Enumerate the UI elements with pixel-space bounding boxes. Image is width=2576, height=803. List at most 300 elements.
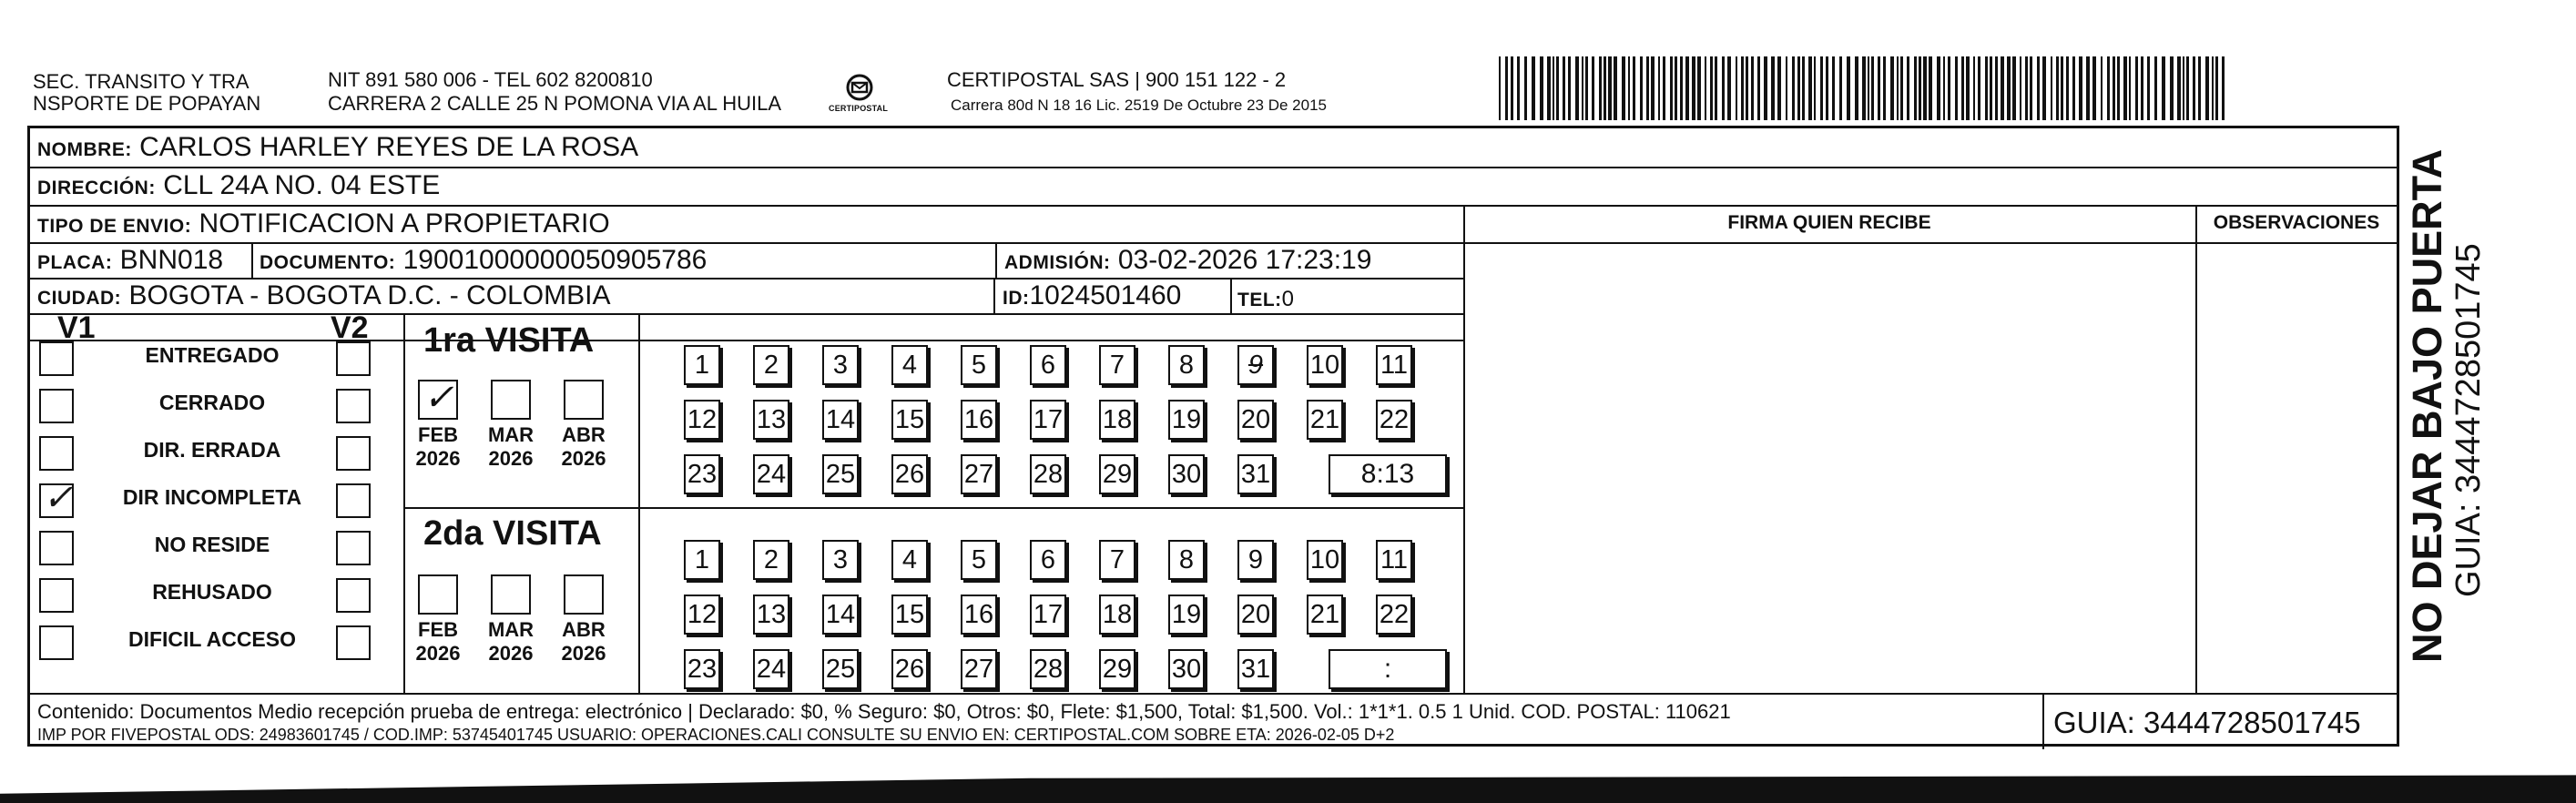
day-number: 5 [971,545,987,574]
city-label: CIUDAD: [37,288,122,309]
barcode-bar [2193,56,2195,120]
v1-checkbox[interactable] [39,478,74,518]
day-number: 6 [1040,351,1056,380]
day-number: 17 [1033,600,1064,629]
status-option-label: DIFICIL ACCESO [127,627,296,651]
day-box[interactable] [753,400,789,440]
barcode-bar [1808,56,1812,120]
day-box[interactable] [891,400,928,440]
day-number: 8 [1178,545,1195,574]
day-number: 9 [1247,545,1264,574]
month-check-mark-icon: ✓ [423,378,454,418]
day-number: 18 [1102,405,1133,434]
barcode-bar [1771,56,1775,120]
day-box[interactable] [1237,400,1274,440]
day-number: 30 [1171,655,1202,684]
barcode-bar [1929,56,1932,120]
v2-checkbox[interactable] [336,578,371,613]
v2-checkbox[interactable] [336,341,371,376]
barcode-bar [2177,56,2181,120]
barcode-bar [2186,56,2189,120]
barcode-bar [1524,56,1527,120]
day-number: 23 [687,460,718,489]
barcode-bar [1556,56,1559,120]
day-number: 25 [825,460,856,489]
barcode-bar [1663,56,1665,120]
observations-column-divider [2195,205,2197,693]
day-box[interactable] [822,400,859,440]
day-box[interactable] [1307,540,1343,580]
day-number: 16 [963,405,994,434]
barcode-bar [1715,56,1717,120]
no-under-door-warning: NO DEJAR BAJO PUERTA [2404,148,2450,663]
certipostal-logo [829,67,889,122]
barcode-bar [1814,56,1816,120]
day-number: 19 [1171,405,1202,434]
day-number: 10 [1309,545,1340,574]
visit-divider [403,507,1463,509]
day-number: 31 [1240,655,1271,684]
day-number: 9 [1247,351,1264,380]
month-checkbox[interactable] [418,574,458,615]
day-box[interactable] [753,540,789,580]
barcode-bar [2030,56,2032,120]
day-box[interactable] [1307,595,1343,635]
day-box[interactable] [1237,345,1274,385]
status-option-label: DIR. ERRADA [143,438,281,462]
status-option-label: ENTREGADO [145,343,280,367]
day-box[interactable] [1168,649,1205,689]
barcode-bar [1890,56,1894,120]
month-year-label: 2026 [488,642,534,665]
day-box[interactable] [1307,400,1343,440]
day-box[interactable] [961,540,997,580]
barcode-bar [1802,56,1805,120]
barcode-bar [2222,56,2225,120]
day-box[interactable] [891,345,928,385]
month-label: MAR [487,423,535,446]
barcode-bar [1680,56,1683,120]
day-box[interactable] [1030,649,1066,689]
day-number: 13 [756,405,787,434]
day-box[interactable] [684,649,720,689]
day-box[interactable] [891,595,928,635]
day-box[interactable] [684,595,720,635]
day-number: 16 [963,600,994,629]
barcode-bar [1955,56,1958,120]
barcode-bar [2079,56,2082,120]
visit-time-field[interactable]: 8:13 [1329,454,1447,494]
barcode-bar [1966,56,1970,120]
day-number: 4 [901,351,918,380]
day-box[interactable] [961,454,997,494]
day-box[interactable] [1237,540,1274,580]
status-option-label: CERRADO [158,391,266,414]
nit-line: NIT 891 580 006 - TEL 602 8200810 [328,68,653,91]
barcode [1499,56,2227,120]
day-number: 12 [687,600,718,629]
day-box[interactable] [822,454,859,494]
footer-tracking-line: IMP POR FIVEPOSTAL ODS: 24983601745 / COD.IMP: 53745401745 USUARIO: OPERACIONES.CALI CONSULTE SU ENVIO EN: CERTIPOSTAL.COM SOBRE ETA: 2026-02-05 D+2 [37,726,1395,744]
v2-checkbox[interactable] [336,625,371,660]
day-box[interactable] [1099,595,1135,635]
barcode-bar [1705,56,1706,120]
company-line: CERTIPOSTAL SAS | 900 151 122 - 2 [947,68,1287,91]
v1-checkbox[interactable] [39,578,74,613]
barcode-bar [2117,56,2120,120]
name-label: NOMBRE: [37,139,132,160]
day-number: 15 [894,600,925,629]
day-box[interactable] [1237,649,1274,689]
day-box[interactable] [753,649,789,689]
barcode-bar [1722,56,1725,120]
day-box[interactable] [1099,345,1135,385]
barcode-bar [2042,56,2046,120]
day-number: 28 [1033,655,1064,684]
day-number: 7 [1109,545,1125,574]
barcode-bar [1990,56,1992,120]
v1-checkbox[interactable] [39,341,74,376]
day-box[interactable] [1030,454,1066,494]
day-box[interactable] [1376,540,1412,580]
barcode-bar [2101,56,2103,120]
day-number: 1 [694,351,710,380]
barcode-bar [2086,56,2090,120]
day-box[interactable] [753,595,789,635]
month-label: ABR [562,618,606,641]
barcode-bar [1553,56,1554,120]
day-box[interactable] [1099,400,1135,440]
day-box[interactable] [891,649,928,689]
day-box[interactable] [961,400,997,440]
day-number: 17 [1033,405,1064,434]
barcode-bar [2056,56,2059,120]
barcode-bar [1973,56,1975,120]
plate-label: PLACA: [37,252,113,273]
day-box[interactable] [1168,595,1205,635]
barcode-bar [1948,56,1950,120]
admission-value: 03-02-2026 17:23:19 [1117,245,1372,275]
v1-checkbox[interactable] [39,436,74,471]
day-box[interactable] [1376,345,1412,385]
address-label: DIRECCIÓN: [37,178,156,198]
barcode-bar [1563,56,1565,120]
barcode-bar [1961,56,1964,120]
side-guide-number: GUIA: 3444728501745 [2449,243,2488,597]
day-number: 22 [1379,600,1410,629]
day-number: 20 [1240,600,1271,629]
day-number: 25 [825,655,856,684]
barcode-bar [2107,56,2110,120]
barcode-bar [1640,56,1643,120]
barcode-bar [1871,56,1874,120]
day-box[interactable] [1168,540,1205,580]
barcode-bar [2212,56,2214,120]
day-box[interactable] [684,345,720,385]
recipient-name-row [37,132,638,166]
day-box[interactable] [684,454,720,494]
visit-1-title: 1ra VISITA [423,321,595,360]
barcode-bar [2066,56,2069,120]
month-year-label: 2026 [415,642,461,665]
month-checkbox[interactable] [564,574,604,615]
day-box[interactable] [1376,595,1412,635]
barcode-bar [2037,56,2040,120]
tel-label: TEL: [1237,290,1282,310]
day-number: 19 [1171,600,1202,629]
day-box[interactable] [961,649,997,689]
document-value: 19001000000050905786 [402,245,708,275]
barcode-bar [1868,56,1869,120]
recipient-name: CARLOS HARLEY REYES DE LA ROSA [139,132,639,162]
day-box[interactable] [753,345,789,385]
day-number: 31 [1240,460,1271,489]
day-number: 8 [1178,351,1195,380]
day-number: 18 [1102,600,1133,629]
day-number: 21 [1309,600,1340,629]
barcode-bar [1741,56,1744,120]
day-number: 3 [832,545,849,574]
day-box[interactable] [822,649,859,689]
months-divider [638,313,640,693]
day-number: 12 [687,405,718,434]
barcode-bar [1670,56,1673,120]
day-box[interactable] [1168,400,1205,440]
day-number: 23 [687,655,718,684]
v1-checkbox[interactable] [39,625,74,660]
day-box[interactable] [1030,345,1066,385]
day-number: 26 [894,655,925,684]
day-box[interactable] [891,540,928,580]
day-box[interactable] [1099,540,1135,580]
day-box[interactable] [822,595,859,635]
barcode-bar [1622,56,1625,120]
barcode-bar [1517,56,1520,120]
barcode-bar [1628,56,1630,120]
barcode-bar [1547,56,1551,120]
v1-check-mark-icon: ✓ [43,478,74,518]
barcode-bar [2135,56,2138,120]
day-box[interactable] [1168,345,1205,385]
day-box[interactable] [1168,454,1205,494]
barcode-graphic [1499,56,2227,120]
day-box[interactable] [1307,345,1343,385]
sender-line-2: NSPORTE DE POPAYAN [33,92,261,115]
day-box[interactable] [1237,595,1274,635]
barcode-bar [1919,56,1921,120]
barcode-bar [1792,56,1795,120]
v1-checkbox[interactable] [39,389,74,423]
barcode-bar [1832,56,1835,120]
barcode-bar [2215,56,2218,120]
v1-checkbox[interactable] [39,531,74,565]
id-label: ID: [1003,288,1030,309]
day-number: 11 [1380,351,1409,380]
id-divider [993,278,995,313]
day-number: 28 [1033,460,1064,489]
day-number: 13 [756,600,787,629]
barcode-bar [1685,56,1689,120]
barcode-bar [1585,56,1588,120]
month-year-label: 2026 [415,447,461,470]
barcode-bar [1532,56,1535,120]
barcode-bar [1937,56,1940,120]
barcode-bar [1499,56,1501,120]
day-number: 14 [825,405,856,434]
barcode-bar [1675,56,1677,120]
barcode-bar [2183,56,2184,120]
barcode-bar [2007,56,2011,120]
plate-field [37,245,223,279]
plate-divider [251,242,253,278]
admission-divider [995,242,997,278]
barcode-bar [1746,56,1748,120]
barcode-bar [2025,56,2028,120]
barcode-bar [1878,56,1880,120]
tel-value: 0 [1281,287,1295,311]
barcode-bar [1855,56,1858,120]
day-number: 6 [1040,545,1056,574]
month-checkbox[interactable] [491,380,531,420]
day-box[interactable] [1376,400,1412,440]
day-number: 2 [763,351,779,380]
license-line: Carrera 80d N 18 16 Lic. 2519 De Octubre 23 De 2015 [951,97,1327,114]
barcode-bar [1608,56,1612,120]
day-number: 1 [694,545,710,574]
barcode-bar [1907,56,1909,120]
plate-value: BNN018 [119,245,224,275]
scan-edge [0,772,2576,803]
logo-caption: CERTIPOSTAL [829,104,889,113]
barcode-bar [1575,56,1579,120]
v2-label: V2 [331,310,369,345]
day-number: 22 [1379,405,1410,434]
logo-emblem-icon [832,67,887,122]
day-box[interactable] [1237,454,1274,494]
barcode-bar [2051,56,2052,120]
day-number: 3 [832,351,849,380]
day-number: 29 [1102,460,1133,489]
day-number: 27 [963,460,994,489]
barcode-bar [1651,56,1655,120]
month-year-label: 2026 [488,447,534,470]
barcode-bar [1604,56,1606,120]
day-box[interactable] [1030,540,1066,580]
day-box[interactable] [684,540,720,580]
barcode-bar [1978,56,1980,120]
barcode-bar [2170,56,2174,120]
barcode-bar [1764,56,1767,120]
day-number: 10 [1309,351,1340,380]
v2-checkbox[interactable] [336,436,371,471]
sender-line-1: SEC. TRANSITO Y TRA [33,70,249,93]
barcode-bar [1943,56,1945,120]
day-box[interactable] [961,595,997,635]
barcode-bar [2147,56,2150,120]
row-divider [30,167,2398,168]
row-divider [30,205,2398,207]
barcode-bar [1692,56,1695,120]
footer-guide-number: GUIA: 3444728501745 [2053,706,2361,739]
admission-field [1004,245,1371,279]
day-box[interactable] [1030,400,1066,440]
barcode-bar [1511,56,1513,120]
barcode-bar [1995,56,1998,120]
city-field [37,280,610,314]
day-box[interactable] [1099,649,1135,689]
barcode-bar [1582,56,1583,120]
barcode-bar [1862,56,1866,120]
day-box[interactable] [891,454,928,494]
barcode-bar [1751,56,1754,120]
barcode-bar [1914,56,1917,120]
address-line: CARRERA 2 CALLE 25 N POMONA VIA AL HUILA [328,92,782,115]
month-checkbox[interactable] [418,380,458,420]
barcode-bar [2162,56,2165,120]
barcode-bar [1646,56,1649,120]
month-checkbox[interactable] [491,574,531,615]
visit-time-field[interactable]: : [1329,649,1447,689]
barcode-bar [2154,56,2157,120]
v2-checkbox[interactable] [336,389,371,423]
day-number: 15 [894,405,925,434]
barcode-bar [1697,56,1701,120]
status-option-label: NO RESIDE [154,533,270,556]
day-box[interactable] [822,540,859,580]
row-divider [30,242,2398,244]
v2-checkbox[interactable] [336,483,371,518]
day-number: 7 [1109,351,1125,380]
day-box[interactable] [961,345,997,385]
day-number: 5 [971,351,987,380]
status-option-label: DIR INCOMPLETA [122,485,302,509]
footer-content-line: Contenido: Documentos Medio recepción prueba de entrega: electrónico | Declarado: $0, % Seguro: $0, Otros: $0, Flete: $1,500, Total: $1,500. Vol.: 1*1*1. 0.5 1 Unid. COD. POSTAL: 110621 [37,700,1731,723]
barcode-bar [2072,56,2075,120]
barcode-bar [1797,56,1800,120]
barcode-bar [1923,56,1927,120]
recipient-address: CLL 24A NO. 04 ESTE [163,170,441,200]
status-divider [403,313,405,693]
barcode-bar [2129,56,2131,120]
barcode-bar [1786,56,1787,120]
row-divider [30,340,1463,341]
day-box[interactable] [822,345,859,385]
tel-field [1237,284,1294,316]
visit-2-title: 2da VISITA [423,514,602,553]
day-box[interactable] [684,400,720,440]
barcode-bar [1614,56,1617,120]
day-box[interactable] [753,454,789,494]
document-label: DOCUMENTO: [260,252,396,273]
month-year-label: 2026 [561,447,606,470]
day-box[interactable] [1030,595,1066,635]
barcode-bar [2113,56,2115,120]
barcode-bar [1592,56,1594,120]
barcode-bar [2198,56,2201,120]
barcode-bar [1736,56,1737,120]
month-checkbox[interactable] [564,380,604,420]
v2-checkbox[interactable] [336,531,371,565]
barcode-bar [1658,56,1660,120]
barcode-bar [1633,56,1635,120]
v1-label: V1 [57,310,96,345]
recipient-address-row [37,170,440,204]
barcode-bar [1540,56,1543,120]
day-number: 24 [756,655,787,684]
day-box[interactable] [1099,454,1135,494]
barcode-bar [1900,56,1903,120]
barcode-bar [1839,56,1842,120]
